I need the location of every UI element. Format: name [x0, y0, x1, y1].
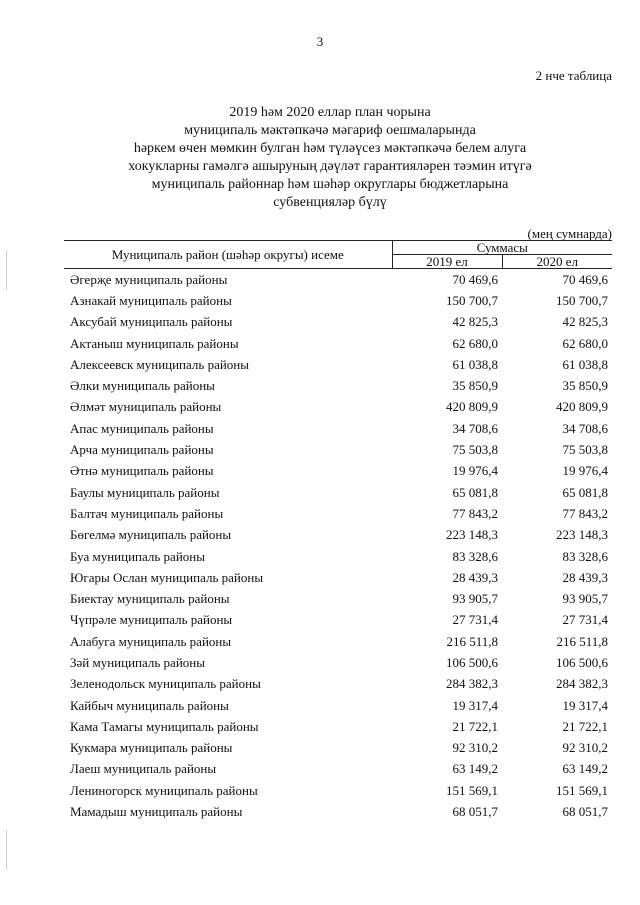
table-row [64, 801, 612, 822]
value-2020: 77 843,2 [562, 505, 609, 521]
value-2020: 34 708,6 [562, 420, 609, 436]
district-name: Зәй муниципаль районы [70, 654, 205, 670]
district-name: Буа муниципаль районы [70, 548, 205, 564]
value-2020: 27 731,4 [562, 612, 609, 628]
value-2019: 92 310,2 [452, 740, 498, 756]
district-name: Әгерҗе муниципаль районы [70, 271, 228, 287]
value-2019: 35 850,9 [452, 378, 498, 394]
district-name: Әтнә муниципаль районы [70, 463, 214, 479]
title-line: 2019 һәм 2020 еллар план чорына [229, 105, 431, 120]
title-line: муниципаль мәктәпкәчә мәгариф оешмаларында [184, 123, 476, 138]
value-2019: 19 317,4 [452, 697, 498, 713]
title-line: субвенцияләр бүлү [273, 195, 387, 210]
table-label: 2 нче таблица [535, 68, 612, 83]
value-2020: 61 038,8 [562, 356, 609, 372]
value-2020: 93 905,7 [562, 591, 609, 607]
value-2020: 223 148,3 [556, 527, 609, 543]
table-row [64, 461, 612, 482]
value-2020: 65 081,8 [562, 484, 609, 500]
table-row [64, 738, 612, 759]
value-2019: 420 809,9 [446, 399, 498, 415]
table-row [64, 269, 612, 291]
district-name: Лаеш муниципаль районы [70, 761, 217, 777]
district-name: Арча муниципаль районы [70, 442, 214, 458]
value-2019: 150 700,7 [446, 292, 498, 308]
value-2020: 92 310,2 [562, 740, 609, 756]
district-name: Әлки муниципаль районы [70, 378, 215, 394]
table-row [64, 503, 612, 524]
value-2019: 223 148,3 [446, 527, 498, 543]
district-name: Актаныш муниципаль районы [70, 335, 239, 351]
table-row [64, 631, 612, 652]
table-row [64, 354, 612, 375]
value-2020: 35 850,9 [562, 378, 609, 394]
value-2020: 83 328,6 [562, 548, 609, 564]
district-name: Кайбыч муниципаль районы [70, 697, 229, 713]
table-row [64, 759, 612, 780]
value-2019: 65 081,8 [452, 484, 498, 500]
table-row [64, 652, 612, 673]
district-name: Лениногорск муниципаль районы [70, 782, 258, 798]
table-row [64, 397, 612, 418]
value-2020: 70 469,6 [562, 271, 609, 287]
value-2019: 216 511,8 [446, 633, 498, 649]
title-line: хокукларны гамәлгә ашыруның дәүләт гарантияләрен тәэмин итүгә [128, 159, 532, 174]
value-2020: 151 569,1 [556, 782, 609, 798]
table-row [64, 674, 612, 695]
scan-margin-mark [6, 250, 7, 290]
document-title [60, 104, 600, 212]
table-row [64, 482, 612, 503]
value-2020: 62 680,0 [562, 335, 609, 351]
value-2020: 75 503,8 [562, 442, 609, 458]
table-row [64, 290, 612, 311]
district-name: Кукмара муниципаль районы [70, 740, 233, 756]
value-2019: 27 731,4 [452, 612, 498, 628]
value-2019: 19 976,4 [452, 463, 498, 479]
value-2019: 284 382,3 [446, 676, 498, 692]
district-name: Мамадыш муниципаль районы [70, 804, 243, 820]
value-2019: 93 905,7 [452, 591, 498, 607]
value-2019: 21 722,1 [452, 718, 498, 734]
value-2020: 19 317,4 [562, 697, 609, 713]
value-2019: 83 328,6 [452, 548, 498, 564]
value-2020: 21 722,1 [562, 718, 609, 734]
value-2019: 151 569,1 [446, 782, 498, 798]
district-name: Алексеевск муниципаль районы [70, 356, 249, 372]
district-name: Апас муниципаль районы [70, 420, 214, 436]
value-2020: 42 825,3 [562, 314, 609, 330]
value-2020: 216 511,8 [556, 633, 609, 649]
value-2020: 28 439,3 [562, 569, 609, 585]
table-body [64, 269, 612, 823]
value-2020: 68 051,7 [562, 804, 609, 820]
table-row [64, 610, 612, 631]
column-header-sum: Суммасы [392, 241, 612, 255]
district-name: Югары Ослан муниципаль районы [70, 569, 264, 585]
table-row [64, 312, 612, 333]
district-name: Әлмәт муниципаль районы [70, 399, 222, 415]
table-row [64, 588, 612, 609]
district-name: Чүпрәле муниципаль районы [70, 612, 233, 628]
district-name: Бөгелмә муниципаль районы [70, 527, 232, 543]
value-2019: 68 051,7 [452, 804, 498, 820]
value-2019: 106 500,6 [446, 654, 498, 670]
title-line: муниципаль районнар һәм шәһәр округлары бюджетларына [151, 177, 509, 192]
district-name: Кама Тамагы муниципаль районы [70, 718, 259, 734]
table-row [64, 375, 612, 396]
value-2020: 150 700,7 [556, 292, 609, 308]
value-2019: 61 038,8 [452, 356, 498, 372]
table-row [64, 546, 612, 567]
subvention-table [64, 240, 612, 823]
table-row [64, 333, 612, 354]
table-row [64, 716, 612, 737]
table-row [64, 695, 612, 716]
value-2020: 284 382,3 [556, 676, 609, 692]
district-name: Аксубай муниципаль районы [70, 314, 233, 330]
table-row [64, 780, 612, 801]
scan-margin-mark [6, 830, 7, 870]
district-name: Балтач муниципаль районы [70, 505, 224, 521]
value-2020: 106 500,6 [556, 654, 609, 670]
column-header-2020: 2020 ел [502, 255, 612, 269]
value-2019: 75 503,8 [452, 442, 498, 458]
value-2019: 63 149,2 [452, 761, 498, 777]
table-row [64, 439, 612, 460]
value-2019: 77 843,2 [452, 505, 498, 521]
column-header-name: Муниципаль район (шәһәр округы) исеме [64, 241, 392, 269]
district-name: Алабуга муниципаль районы [70, 633, 232, 649]
page-number: 3 [316, 34, 324, 49]
district-name: Баулы муниципаль районы [70, 484, 220, 500]
value-2020: 420 809,9 [556, 399, 609, 415]
value-2019: 42 825,3 [452, 314, 498, 330]
district-name: Азнакай муниципаль районы [70, 292, 232, 308]
title-line: һәркем өчен мөмкин булган һәм түләүсез мәктәпкәчә белем алуга [133, 141, 527, 156]
district-name: Биектау муниципаль районы [70, 591, 230, 607]
table-row [64, 567, 612, 588]
value-2019: 34 708,6 [452, 420, 498, 436]
value-2019: 70 469,6 [452, 271, 498, 287]
column-header-2019: 2019 ел [392, 255, 502, 269]
table-row [64, 525, 612, 546]
value-2019: 28 439,3 [452, 569, 498, 585]
table-row [64, 418, 612, 439]
table-header-row [64, 241, 612, 255]
value-2019: 62 680,0 [452, 335, 498, 351]
district-name: Зеленодольск муниципаль районы [70, 676, 261, 692]
value-2020: 63 149,2 [562, 761, 609, 777]
units-note: (мең сумнарда) [527, 226, 612, 241]
value-2020: 19 976,4 [562, 463, 609, 479]
